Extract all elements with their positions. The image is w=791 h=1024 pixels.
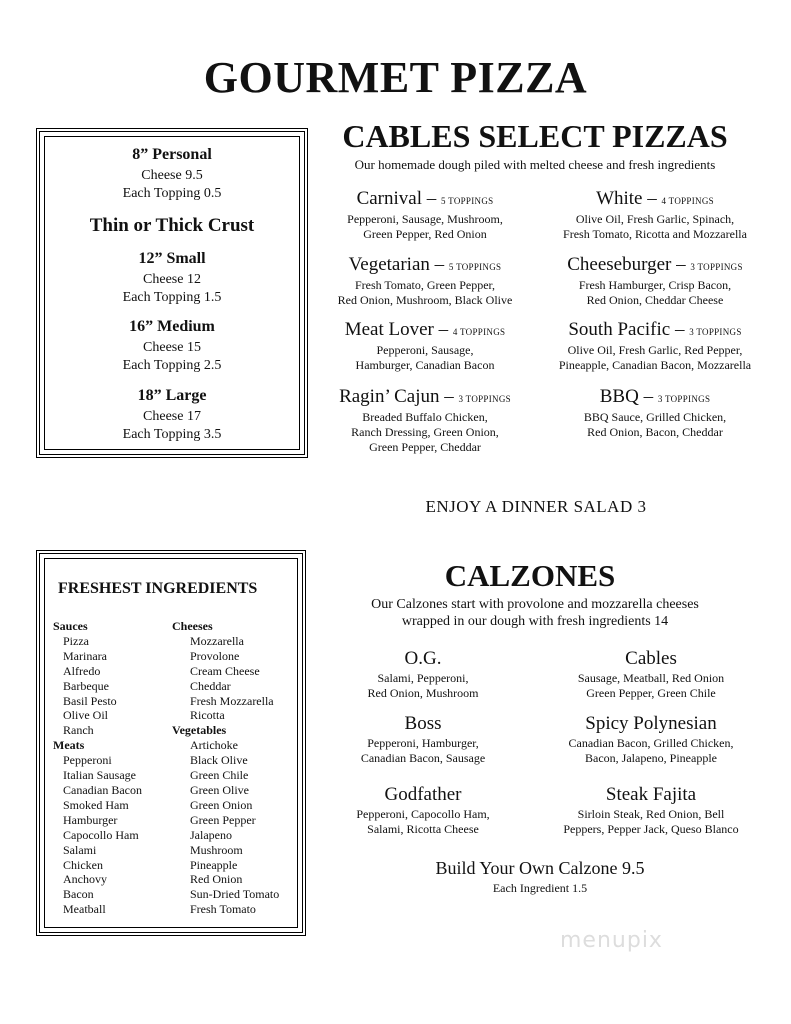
pizza-name: Cheeseburger <box>567 254 672 275</box>
price-cheese: Cheese 9.5 <box>141 168 203 183</box>
pizza-description: Red Onion, Mushroom, Black Olive <box>337 293 513 307</box>
calzone-name: Godfather <box>384 784 462 805</box>
ingredient-item: Jalapeno <box>190 827 232 842</box>
pizza-name-line <box>305 386 545 410</box>
pizza-item <box>535 188 775 242</box>
ingredient-item: Pizza <box>63 633 89 648</box>
ingredient-item: Provolone <box>190 648 240 663</box>
pizza-name: Meat Lover <box>344 319 434 340</box>
calzone-description: Salami, Ricotta Cheese <box>367 822 479 836</box>
calzone-item <box>303 647 543 701</box>
calzone-item <box>303 712 543 766</box>
calzone-description: Sirloin Steak, Red Onion, Bell <box>577 807 725 821</box>
ingredient-item: Pepperoni <box>63 753 112 768</box>
pizza-description: Hamburger, Canadian Bacon <box>355 358 495 372</box>
calzones-sub2: wrapped in our dough with fresh ingredients 14 <box>401 614 669 629</box>
ingredient-item: Green Chile <box>190 768 249 783</box>
ingredient-item: Red Onion <box>190 872 243 887</box>
cables-select-title: CABLES SELECT PIZZAS <box>342 118 728 154</box>
pizza-item <box>535 386 775 440</box>
pizza-name-line <box>305 254 545 278</box>
pizza-description: Fresh Tomato, Green Pepper, <box>354 278 496 292</box>
calzone-description: Sausage, Meatball, Red Onion <box>577 671 725 685</box>
dash: – <box>429 254 449 275</box>
ingredient-item: Anchovy <box>63 872 107 887</box>
price-topping: Each Topping 1.5 <box>122 290 222 305</box>
ingredient-item: Hamburger <box>63 812 118 827</box>
build-your-own: Build Your Own Calzone 9.5 <box>435 858 645 878</box>
ingredient-category: Cheeses <box>172 619 213 633</box>
pizza-description: Pepperoni, Sausage, <box>376 343 474 357</box>
ingredient-category: Vegetables <box>172 723 227 738</box>
pizza-item <box>305 319 545 373</box>
calzone-description: Pepperoni, Capocollo Ham, <box>356 807 490 821</box>
price-cheese: Cheese 12 <box>143 272 201 287</box>
pizza-sizes-box <box>36 128 308 458</box>
calzone-name: Steak Fajita <box>605 784 697 805</box>
pizza-description: Olive Oil, Fresh Garlic, Spinach, <box>575 212 735 226</box>
page-title: GOURMET PIZZA <box>203 53 588 102</box>
calzone-description: Green Pepper, Green Chile <box>586 686 716 700</box>
pizza-description: BBQ Sauce, Grilled Chicken, <box>583 410 727 424</box>
ingredient-item: Pineapple <box>190 857 238 872</box>
calzone-description: Pepperoni, Hamburger, <box>367 736 479 750</box>
calzone-item <box>531 712 771 766</box>
dinner-salad: ENJOY A DINNER SALAD 3 <box>425 497 647 516</box>
ingredient-category: Meats <box>53 738 85 753</box>
pizza-item <box>305 386 545 455</box>
pizza-description: Red Onion, Cheddar Cheese <box>586 293 724 307</box>
dash: – <box>439 386 459 407</box>
price-topping: Each Topping 3.5 <box>122 427 222 442</box>
ingredient-item: Cream Cheese <box>190 663 260 678</box>
size-large: 18” Large <box>137 387 207 404</box>
ingredient-item: Mozzarella <box>190 633 244 648</box>
pizza-item <box>305 254 545 308</box>
topping-count: 3 TOPPINGS <box>458 394 511 404</box>
ingredient-item: Basil Pesto <box>63 693 117 708</box>
each-ingredient: Each Ingredient 1.5 <box>492 881 588 895</box>
pizza-name: Vegetarian <box>348 254 430 275</box>
calzone-description: Canadian Bacon, Grilled Chicken, <box>568 736 734 750</box>
dash: – <box>642 188 662 209</box>
calzone-description: Peppers, Pepper Jack, Queso Blanco <box>563 822 739 836</box>
ingredient-item: Bacon <box>63 887 94 902</box>
ingredient-item: Black Olive <box>190 753 248 768</box>
ingredient-item: Capocollo Ham <box>63 827 139 842</box>
pizza-description: Ranch Dressing, Green Onion, <box>351 425 499 439</box>
topping-count: 3 TOPPINGS <box>690 262 743 272</box>
ingredient-item: Fresh Tomato <box>190 902 256 917</box>
topping-count: 3 TOPPINGS <box>689 327 742 337</box>
topping-count: 5 TOPPINGS <box>441 196 494 206</box>
dash: – <box>671 254 691 275</box>
calzone-description: Red Onion, Mushroom <box>367 686 479 700</box>
pizza-description: Pepperoni, Sausage, Mushroom, <box>347 212 503 226</box>
calzones-title: CALZONES <box>444 558 616 593</box>
calzone-name: Spicy Polynesian <box>585 713 717 734</box>
pizza-description: Olive Oil, Fresh Garlic, Red Pepper, <box>567 343 743 357</box>
calzone-description: Canadian Bacon, Sausage <box>360 751 486 765</box>
pizza-item <box>535 254 775 308</box>
calzone-name: Cables <box>625 648 677 669</box>
pizza-name-line <box>535 386 775 410</box>
pizza-name: South Pacific <box>568 319 671 340</box>
calzones-sub1: Our Calzones start with provolone and mozzarella cheeses <box>371 597 699 612</box>
ingredient-item: Artichoke <box>190 738 238 753</box>
pizza-description: Green Pepper, Red Onion <box>363 227 487 241</box>
ingredient-item: Olive Oil <box>63 708 108 723</box>
dash: – <box>422 188 441 209</box>
calzone-item <box>531 783 771 837</box>
pizza-item <box>305 188 545 242</box>
topping-count: 5 TOPPINGS <box>448 262 502 272</box>
size-personal: 8” Personal <box>132 146 212 163</box>
calzone-item <box>303 783 543 837</box>
ingredient-item: Green Pepper <box>190 812 256 827</box>
ingredient-item: Green Onion <box>190 797 253 812</box>
pizza-name-line <box>535 319 775 343</box>
ingredients-box <box>36 550 306 936</box>
ingredient-item: Fresh Mozzarella <box>190 693 274 708</box>
ingredient-item: Cheddar <box>190 678 231 693</box>
dash: – <box>638 386 658 407</box>
ingredient-item: Barbeque <box>63 678 109 693</box>
ingredient-item: Ricotta <box>190 708 225 723</box>
pizza-name-line <box>305 319 545 343</box>
pizza-name-line <box>535 254 775 278</box>
ingredient-item: Canadian Bacon <box>63 782 142 797</box>
price-topping: Each Topping 2.5 <box>122 358 222 373</box>
calzone-description: Salami, Pepperoni, <box>377 671 469 685</box>
ingredient-item: Marinara <box>63 648 107 663</box>
size-medium: 16” Medium <box>129 318 215 335</box>
ingredient-item: Chicken <box>63 857 103 872</box>
topping-count: 4 TOPPINGS <box>452 327 506 337</box>
pizza-description: Green Pepper, Cheddar <box>369 440 481 454</box>
pizza-description: Breaded Buffalo Chicken, <box>362 410 488 424</box>
dash: – <box>433 319 453 340</box>
ingredient-item: Smoked Ham <box>63 797 129 812</box>
ingredient-item: Green Olive <box>190 782 249 797</box>
watermark: menupix <box>560 928 663 953</box>
cables-subtitle: Our homemade dough piled with melted cheese and fresh ingredients <box>354 157 716 172</box>
price-topping: Each Topping 0.5 <box>122 186 222 201</box>
price-cheese: Cheese 17 <box>143 409 201 424</box>
ingredient-item: Meatball <box>63 902 106 917</box>
pizza-name: Ragin’ Cajun <box>339 386 440 407</box>
ingredient-item: Salami <box>63 842 97 857</box>
pizza-name-line <box>535 188 775 212</box>
pizza-name-line <box>305 188 545 212</box>
pizza-description: Red Onion, Bacon, Cheddar <box>587 425 723 439</box>
pizza-description: Pineapple, Canadian Bacon, Mozzarella <box>558 358 752 372</box>
pizza-description: Fresh Tomato, Ricotta and Mozzarella <box>563 227 747 241</box>
pizza-description: Fresh Hamburger, Crisp Bacon, <box>578 278 732 292</box>
topping-count: 3 TOPPINGS <box>657 394 711 404</box>
ingredient-item: Ranch <box>63 723 94 738</box>
ingredient-item: Alfredo <box>63 663 101 678</box>
price-cheese: Cheese 15 <box>143 340 201 355</box>
calzone-description: Bacon, Jalapeno, Pineapple <box>585 751 717 765</box>
calzone-name: O.G. <box>404 648 442 669</box>
dash: – <box>670 319 690 340</box>
ingredients-title: FRESHEST INGREDIENTS <box>58 580 258 597</box>
pizza-name: Carnival <box>356 188 422 209</box>
pizza-item <box>535 319 775 373</box>
size-small: 12” Small <box>138 250 206 267</box>
crust-heading: Thin or Thick Crust <box>89 215 255 236</box>
ingredient-item: Mushroom <box>190 842 243 857</box>
ingredient-item: Italian Sausage <box>63 768 136 783</box>
ingredient-item: Sun-Dried Tomato <box>190 887 280 902</box>
topping-count: 4 TOPPINGS <box>661 196 714 206</box>
pizza-name: White <box>596 188 643 209</box>
calzone-name: Boss <box>404 713 442 734</box>
calzone-item <box>531 647 771 701</box>
ingredient-category: Sauces <box>53 619 88 633</box>
pizza-name: BBQ <box>599 386 639 407</box>
